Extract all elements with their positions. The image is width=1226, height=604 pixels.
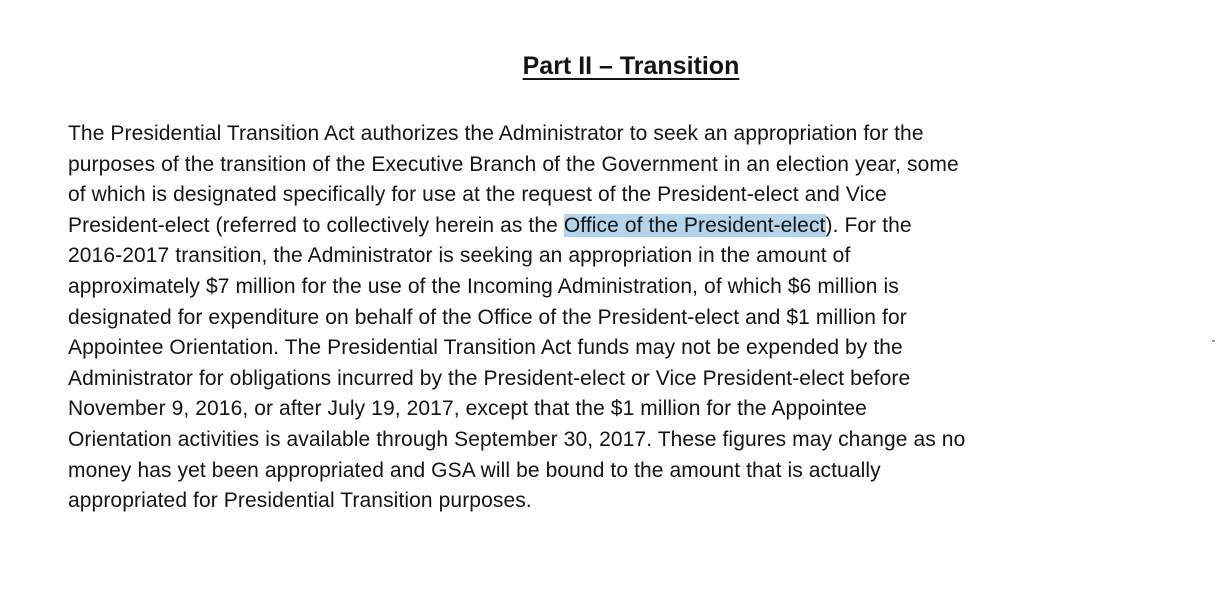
paragraph-line-9: Administrator for obligations incurred by the President-elect or Vice President-elect before [68,366,911,390]
scan-speck [1212,340,1215,342]
paragraph-line-1: The Presidential Transition Act authorizes the Administrator to seek an appropriation for the [68,122,924,145]
paragraph-line-2: purposes of the transition of the Executive Branch of the Government in an election year, some [68,152,959,176]
paragraph-line-12: money has yet been appropriated and GSA will be bound to the amount that is actually [68,458,881,482]
paragraph-line-7: designated for expenditure on behalf of the Office of the President-elect and $1 million for [68,305,907,329]
paragraph-line-10: November 9, 2016, or after July 19, 2017, except that the $1 million for the Appointee [68,397,867,421]
paragraph-line-11: Orientation activities is available through September 30, 2017. These figures may change as no [68,427,966,451]
line-4-before-text: President-elect (referred to collectively herein as the [68,213,564,237]
section-heading [0,48,1226,84]
highlighted-selection[interactable]: Office of the President-elect [563,213,826,237]
paragraph-line-8: Appointee Orientation. The Presidential Transition Act funds may not be expended by the [68,336,903,360]
line-4-after-text: ). For the [825,213,912,237]
paragraph-line-3: of which is designated specifically for use at the request of the President-elect and Vice [68,183,887,207]
paragraph-line-13: appropriated for Presidential Transition purposes. [68,489,532,513]
body-paragraph [68,119,1208,517]
paragraph-line-5: 2016-2017 transition, the Administrator is seeking an appropriation in the amount of [68,244,851,268]
section-heading-text: Part II – Transition [522,52,740,80]
paragraph-line-6: approximately $7 million for the use of the Incoming Administration, of which $6 million is [68,274,899,298]
paragraph-line-4 [68,211,1208,242]
